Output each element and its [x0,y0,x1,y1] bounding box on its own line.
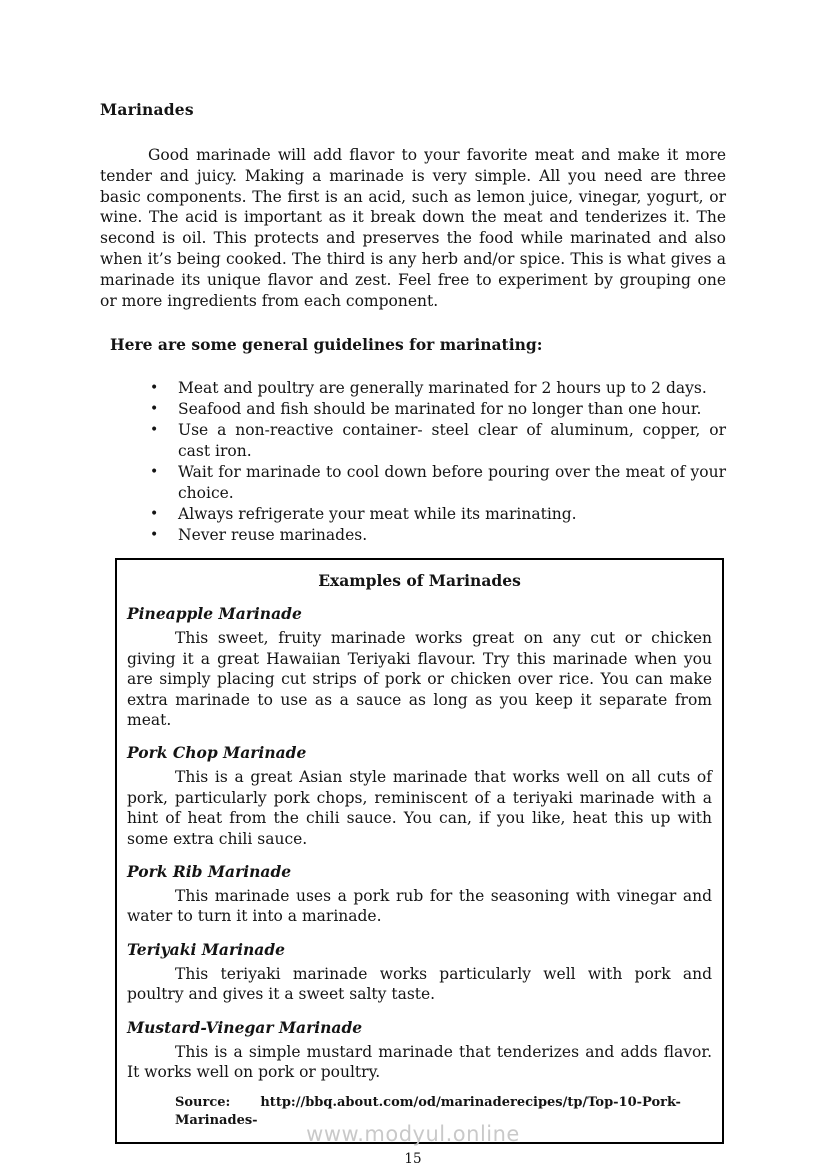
marinade-heading-pineapple: Pineapple Marinade [127,604,302,624]
list-item-text: Never reuse marinades. [178,526,368,545]
list-item-text: Meat and poultry are generally marinated for 2 hours up to 2 days. [178,379,707,398]
marinade-heading-teriyaki: Teriyaki Marinade [127,939,286,959]
bullet-icon: • [150,464,159,481]
list-item [100,378,726,399]
marinade-body-pork-rib: This marinade uses a pork rub for the seasoning with vinegar and water to turn it into a marinade. [127,887,712,926]
list-item-text: Always refrigerate your meat while its marinating. [178,505,577,524]
marinade-heading-mustard-vinegar: Mustard-Vinegar Marinade [127,1017,363,1037]
page-title: Marinades [100,100,194,119]
marinade-heading-pork-rib: Pork Rib Marinade [127,862,292,882]
list-item-text: Seafood and fish should be marinated for no longer than one hour. [178,400,702,419]
source-label: Source: [175,1095,231,1111]
guidelines-heading: Here are some general guidelines for marinating: [110,335,543,355]
bullet-icon: • [150,380,159,397]
list-item-text: Wait for marinade to cool down before pouring over the meat of your choice. [178,463,726,503]
list-item [100,462,726,504]
bullet-icon: • [150,401,159,418]
source-url: http://bbq.about.com/od/marinaderecipes/tp/Top-10-Pork-Marinades- [175,1095,681,1129]
intro-paragraph: Good marinade will add flavor to your favorite meat and make it more tender and juicy. Making a marinade is very simple. All you need are three basic components. The first is an acid, such as lemon juice, vinegar, yogurt, or wine. The acid is important as it break down the meat and tenderizes it. The second is oil. This protects and preserves the food while marinated and also when it’s being cooked. The third is any herb and/or spice. This is what gives a marinade its unique flavor and zest. Feel free to experiment by grouping one or more ingredients from each component. [100,146,726,310]
list-item-text: Use a non-reactive container- steel clear of aluminum, copper, or cast iron. [178,421,726,461]
marinade-heading-pork-chop: Pork Chop Marinade [127,743,307,763]
guidelines-list [100,378,726,546]
examples-box [115,558,724,1144]
marinade-body-pork-chop: This is a great Asian style marinade that works well on all cuts of pork, particularly pork chops, reminiscent of a teriyaki marinade with a hint of heat from the chili sauce. You can, if you like, heat this up with some extra chili sauce. [127,768,712,848]
page-number: 15 [404,1151,422,1168]
marinade-body-teriyaki: This teriyaki marinade works particularly well with pork and poultry and gives it a sweet salty taste. [127,964,712,1004]
list-item [100,399,726,420]
marinade-body-mustard-vinegar: This is a simple mustard marinade that tenderizes and adds flavor. It works well on pork or poultry. [127,1042,712,1082]
bullet-icon: • [150,422,159,439]
list-item [100,420,726,462]
examples-box-title: Examples of Marinades [318,571,521,591]
watermark: www.modyul.online [306,1122,520,1146]
bullet-icon: • [150,506,159,523]
marinade-body-pineapple: This sweet, fruity marinade works great on any cut or chicken giving it a great Hawaiian Teriyaki flavour. Try this marinade when you are simply placing cut strips of pork or chicken over rice. You can make extra marinade to use as a sauce as long as you keep it separate from meat. [127,629,712,729]
list-item [100,504,726,525]
bullet-icon: • [150,527,159,544]
list-item [100,525,726,546]
